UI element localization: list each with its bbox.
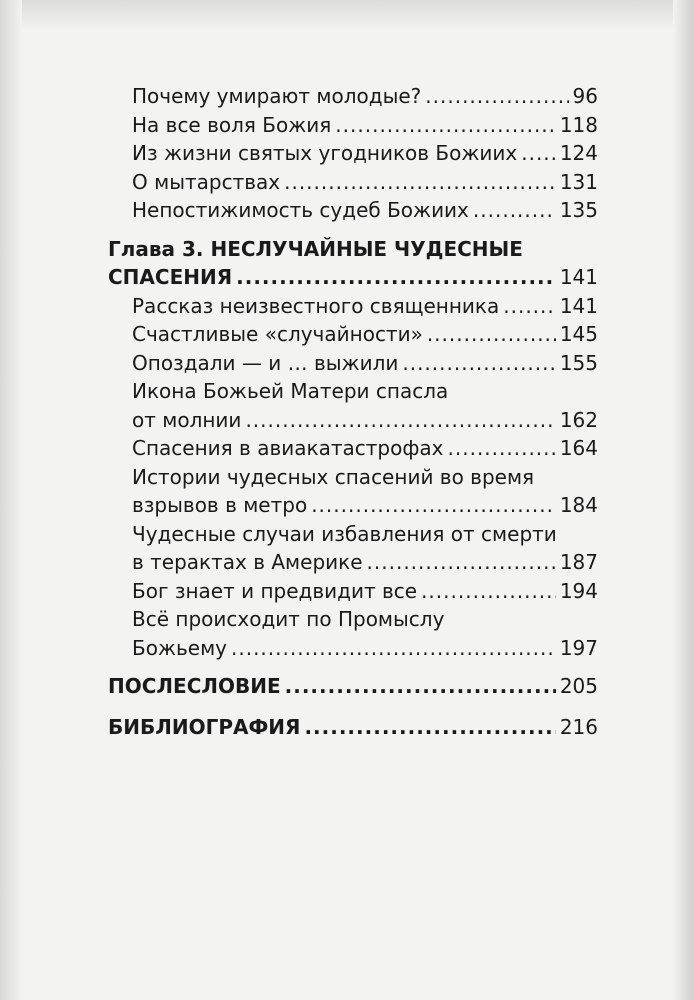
toc-leader-dots bbox=[367, 548, 556, 577]
toc-entry[interactable] bbox=[108, 434, 598, 463]
chapter-heading[interactable] bbox=[108, 235, 598, 292]
toc-entry[interactable] bbox=[108, 196, 598, 225]
toc-entry-title-line1: Всё происходит по Промыслу bbox=[132, 607, 445, 631]
toc-leader-dots bbox=[236, 263, 556, 292]
spacer bbox=[108, 701, 598, 713]
toc-entry-multiline[interactable] bbox=[108, 605, 598, 662]
toc-section-bibliography[interactable] bbox=[108, 713, 598, 742]
toc-entry-title: Опоздали — и … выжили bbox=[132, 350, 399, 375]
section-page: 205 bbox=[559, 674, 598, 698]
toc-entry-title: Непостижимость судеб Божиих bbox=[132, 198, 469, 222]
page-edge-left bbox=[0, 0, 22, 1000]
toc-entry-title-line1: Чудесные случаи избавления от смерти bbox=[132, 521, 557, 546]
toc-leader-dots bbox=[421, 577, 556, 606]
toc-entry[interactable] bbox=[108, 111, 598, 140]
toc-entry-page: 162 bbox=[559, 407, 598, 432]
toc-leader-dots bbox=[304, 713, 555, 742]
toc-leader-dots bbox=[473, 196, 556, 225]
toc-entry-page: 164 bbox=[559, 436, 598, 460]
toc-entry-title: Счастливые «случайности» bbox=[132, 322, 423, 346]
page-edge-top bbox=[0, 0, 693, 30]
toc-leader-dots bbox=[402, 349, 555, 378]
toc-entry-multiline[interactable] bbox=[108, 463, 598, 520]
toc-entry-last-line bbox=[132, 491, 598, 520]
toc-section-afterword[interactable] bbox=[108, 672, 598, 701]
chapter-page: 141 bbox=[559, 265, 598, 289]
toc-entry-title: На все воля Божия bbox=[132, 112, 332, 137]
toc-entry-multiline[interactable] bbox=[108, 520, 598, 577]
toc-entry-title: Рассказ неизвестного священника bbox=[132, 293, 500, 318]
toc-entry-page: 187 bbox=[559, 550, 598, 574]
section-title: БИБЛИОГРАФИЯ bbox=[108, 714, 301, 739]
toc-entry-page: 155 bbox=[559, 350, 598, 375]
toc-entry-last-line bbox=[132, 406, 598, 435]
toc-entry-page: 184 bbox=[559, 493, 598, 517]
toc-leader-dots bbox=[448, 434, 556, 463]
chapter-title-line2: СПАСЕНИЯ bbox=[108, 265, 233, 289]
toc-entry-page: 124 bbox=[559, 141, 598, 165]
toc-leader-dots bbox=[311, 491, 556, 520]
chapter-title-line2-row bbox=[108, 263, 598, 292]
toc-leader-dots bbox=[425, 82, 568, 111]
toc-leader-dots bbox=[335, 111, 556, 140]
toc-entry-page: 197 bbox=[559, 635, 598, 660]
section-page: 216 bbox=[559, 714, 598, 739]
toc-entry-title-line2: Божьему bbox=[132, 635, 227, 660]
toc-entry[interactable] bbox=[108, 320, 598, 349]
toc-entry-page: 194 bbox=[559, 578, 598, 603]
toc-entry-page: 131 bbox=[559, 169, 598, 194]
toc-entry[interactable] bbox=[108, 168, 598, 197]
toc-entry[interactable] bbox=[108, 139, 598, 168]
toc-leader-dots bbox=[284, 168, 556, 197]
toc-entry-page: 118 bbox=[559, 112, 598, 137]
toc-entry-title-line2: от молнии bbox=[132, 407, 242, 432]
toc-entry[interactable] bbox=[108, 82, 598, 111]
toc-entry-title: Спасения в авиакатастрофах bbox=[132, 436, 444, 460]
toc-entry-title: Бог знает и предвидит все bbox=[132, 578, 418, 603]
toc-entry[interactable] bbox=[108, 292, 598, 321]
toc-leader-dots bbox=[521, 139, 556, 168]
toc-leader-dots bbox=[285, 672, 556, 701]
toc-leader-dots bbox=[427, 320, 556, 349]
toc-leader-dots bbox=[231, 634, 556, 663]
toc-entry-last-line bbox=[132, 548, 598, 577]
toc-entry-page: 145 bbox=[559, 322, 598, 346]
toc-entry-title-line2: в терактах в Америке bbox=[132, 550, 363, 574]
toc-entry-page: 135 bbox=[559, 198, 598, 222]
toc-entry-page: 96 bbox=[572, 84, 598, 108]
table-of-contents bbox=[108, 82, 598, 741]
chapter-title-line1: Глава 3. НЕСЛУЧАЙНЫЕ ЧУДЕСНЫЕ bbox=[108, 236, 523, 261]
spacer bbox=[108, 662, 598, 672]
toc-entry-multiline[interactable] bbox=[108, 377, 598, 434]
page-edge-right bbox=[673, 0, 693, 1000]
section-title: ПОСЛЕСЛОВИЕ bbox=[108, 674, 281, 698]
toc-entry-title-line1: Икона Божьей Матери спасла bbox=[132, 379, 449, 403]
toc-entry-title: Из жизни святых угодников Божиих bbox=[132, 141, 518, 165]
toc-leader-dots bbox=[503, 292, 556, 321]
toc-leader-dots bbox=[245, 406, 555, 435]
toc-entry-title: О мытарствах bbox=[132, 169, 281, 194]
toc-entry[interactable] bbox=[108, 577, 598, 606]
toc-entry-title: Почему умирают молодые? bbox=[132, 84, 422, 108]
toc-entry[interactable] bbox=[108, 349, 598, 378]
toc-entry-last-line bbox=[132, 634, 598, 663]
toc-entry-title-line2: взрывов в метро bbox=[132, 493, 308, 517]
toc-entry-title-line1: Истории чудесных спасений во время bbox=[132, 464, 535, 489]
toc-entry-page: 141 bbox=[559, 293, 598, 318]
